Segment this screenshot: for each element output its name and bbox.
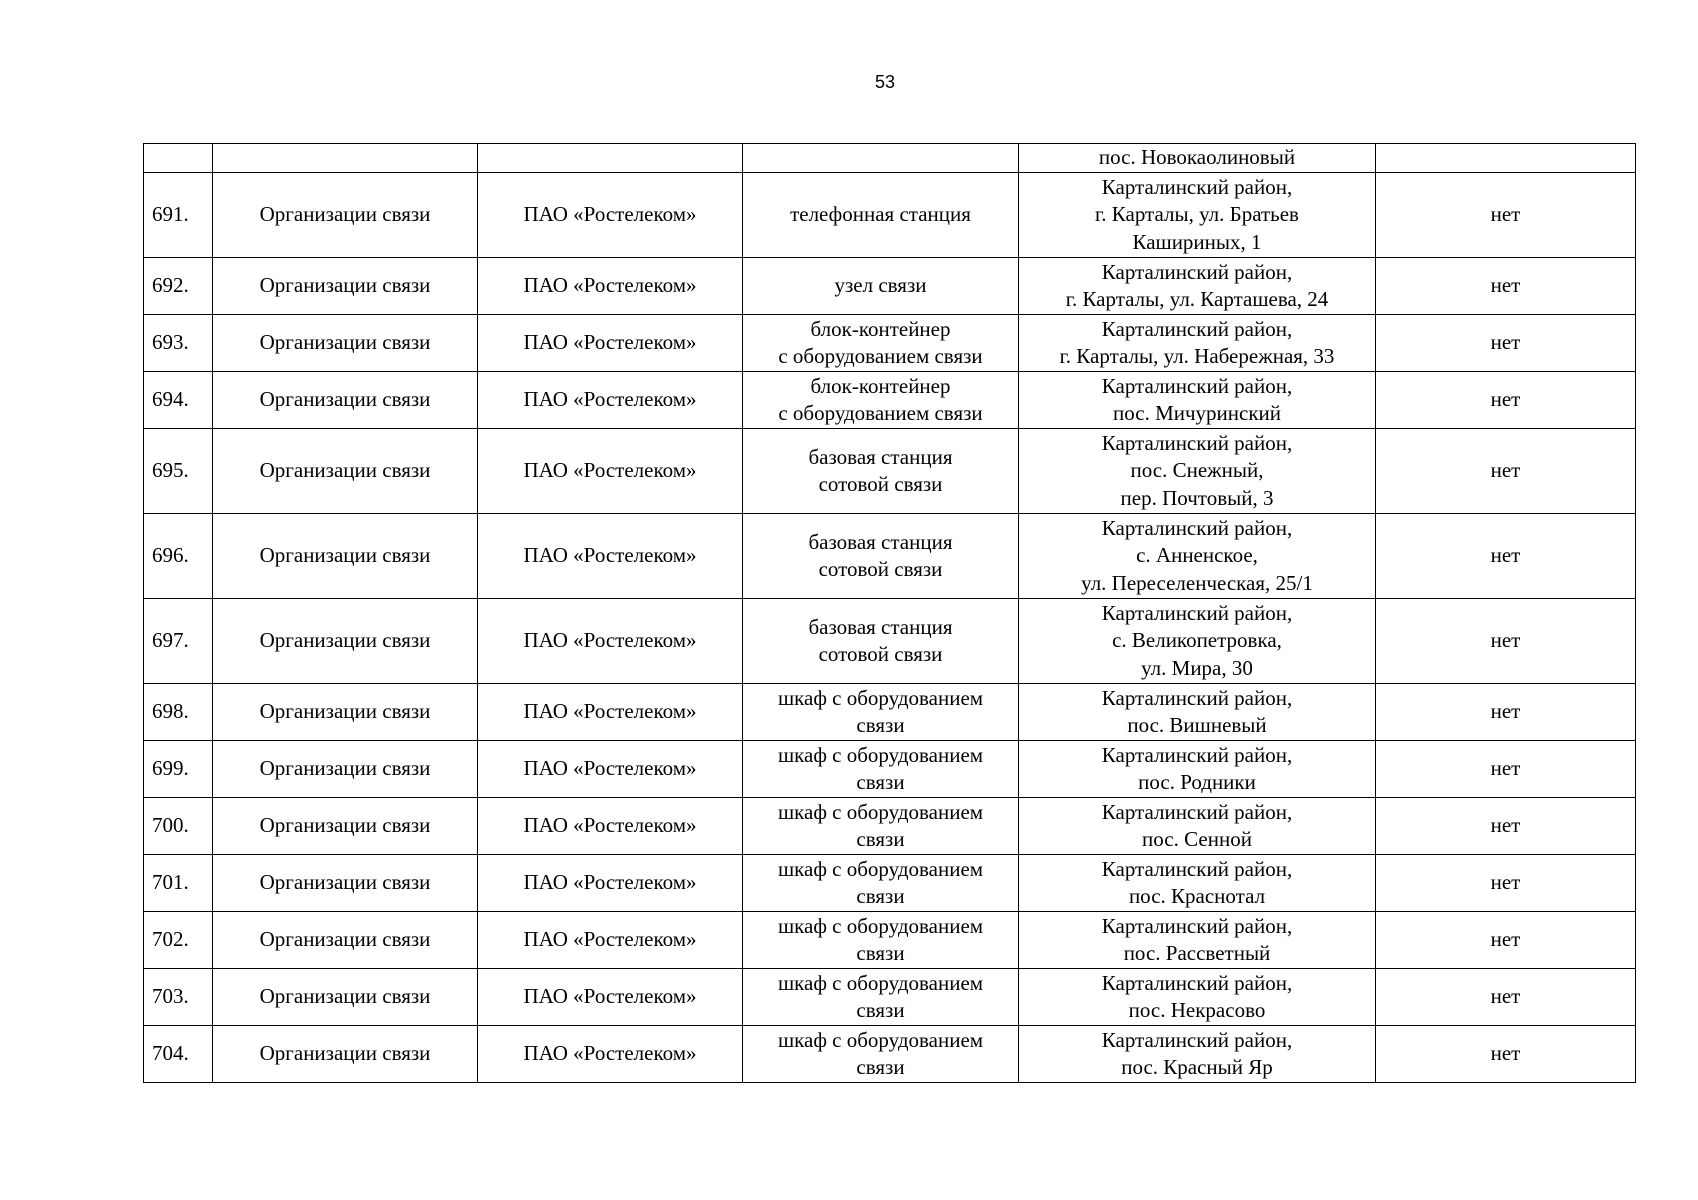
text-line: телефонная станция	[790, 202, 971, 227]
cell-status: нет	[1376, 599, 1636, 684]
cell-object	[743, 599, 1019, 684]
cell-address	[1019, 798, 1376, 855]
cell-category: Организации связи	[213, 599, 478, 684]
cell-status: нет	[1376, 173, 1636, 258]
text-line: шкаф с оборудованием	[777, 799, 984, 824]
table-row	[144, 258, 1636, 315]
text-line: Карталинский район,	[1101, 742, 1293, 767]
table-row	[144, 684, 1636, 741]
cell-category: Организации связи	[213, 173, 478, 258]
cell-owner: ПАО «Ростелеком»	[478, 173, 743, 258]
cell-object	[743, 258, 1019, 315]
text-line: Карталинский район,	[1101, 856, 1293, 881]
cell-address	[1019, 173, 1376, 258]
table-row	[144, 1026, 1636, 1083]
cell-category: Организации связи	[213, 855, 478, 912]
cell-address	[1019, 372, 1376, 429]
cell-num: 693.	[144, 315, 213, 372]
text-line: пос. Родники	[1138, 770, 1256, 794]
cell-owner: ПАО «Ростелеком»	[478, 912, 743, 969]
text-line: пос. Снежный,	[1130, 458, 1264, 483]
table-row	[144, 969, 1636, 1026]
cell-owner: ПАО «Ростелеком»	[478, 855, 743, 912]
table-row	[144, 599, 1636, 684]
text-line: пер. Почтовый, 3	[1120, 485, 1274, 510]
cell-address	[1019, 258, 1376, 315]
cell-owner: ПАО «Ростелеком»	[478, 514, 743, 599]
cell-object	[743, 315, 1019, 372]
cell-address	[1019, 969, 1376, 1026]
cell-status: нет	[1376, 315, 1636, 372]
cell-address	[1019, 912, 1376, 969]
text-line: связи	[856, 827, 905, 851]
cell-status: нет	[1376, 741, 1636, 798]
cell-owner	[478, 144, 743, 173]
text-line: Карталинский район,	[1101, 799, 1293, 824]
text-line: пос. Рассветный	[1123, 941, 1271, 965]
cell-object	[743, 514, 1019, 599]
table-row	[144, 429, 1636, 514]
cell-object	[743, 969, 1019, 1026]
cell-category: Организации связи	[213, 741, 478, 798]
table-row	[144, 514, 1636, 599]
cell-num: 699.	[144, 741, 213, 798]
cell-address	[1019, 741, 1376, 798]
cell-status: нет	[1376, 258, 1636, 315]
cell-num: 695.	[144, 429, 213, 514]
text-line: г. Карталы, ул. Братьев	[1095, 202, 1299, 227]
cell-owner: ПАО «Ростелеком»	[478, 969, 743, 1026]
cell-status: нет	[1376, 429, 1636, 514]
cell-object	[743, 1026, 1019, 1083]
cell-category: Организации связи	[213, 1026, 478, 1083]
text-line: связи	[856, 1055, 905, 1079]
cell-object	[743, 173, 1019, 258]
cell-status: нет	[1376, 372, 1636, 429]
cell-category: Организации связи	[213, 798, 478, 855]
text-line: с. Великопетровка,	[1112, 628, 1282, 653]
cell-owner: ПАО «Ростелеком»	[478, 258, 743, 315]
cell-category: Организации связи	[213, 315, 478, 372]
text-line: блок-контейнер	[810, 373, 951, 398]
cell-status: нет	[1376, 969, 1636, 1026]
text-line: пос. Красный Яр	[1121, 1055, 1273, 1079]
cell-object	[743, 144, 1019, 173]
text-line: Карталинский район,	[1101, 316, 1293, 341]
text-line: сотовой связи	[818, 472, 943, 496]
cell-object	[743, 684, 1019, 741]
page-number: 53	[874, 72, 896, 92]
text-line: связи	[856, 941, 905, 965]
text-line: Карталинский район,	[1101, 259, 1293, 284]
cell-category: Организации связи	[213, 684, 478, 741]
text-line: г. Карталы, ул. Набережная, 33	[1059, 344, 1335, 368]
text-line: связи	[856, 713, 905, 737]
cell-address	[1019, 514, 1376, 599]
text-line: шкаф с оборудованием	[777, 856, 984, 881]
cell-owner: ПАО «Ростелеком»	[478, 315, 743, 372]
cell-object	[743, 855, 1019, 912]
cell-status: нет	[1376, 798, 1636, 855]
text-line: Карталинский район,	[1101, 685, 1293, 710]
text-line: блок-контейнер	[810, 316, 951, 341]
cell-num: 700.	[144, 798, 213, 855]
text-line: Карталинский район,	[1101, 1027, 1293, 1052]
cell-category: Организации связи	[213, 969, 478, 1026]
cell-category: Организации связи	[213, 514, 478, 599]
text-line: базовая станция	[808, 614, 953, 639]
cell-num: 697.	[144, 599, 213, 684]
cell-status	[1376, 144, 1636, 173]
text-line: шкаф с оборудованием	[777, 913, 984, 938]
text-line: Карталинский район,	[1101, 601, 1293, 626]
cell-owner: ПАО «Ростелеком»	[478, 741, 743, 798]
text-line: пос. Вишневый	[1127, 713, 1267, 737]
cell-address	[1019, 855, 1376, 912]
cell-owner: ПАО «Ростелеком»	[478, 599, 743, 684]
text-line: Карталинский район,	[1101, 175, 1293, 200]
text-line: шкаф с оборудованием	[777, 970, 984, 995]
text-line: пос. Мичуринский	[1112, 401, 1282, 425]
text-line: связи	[856, 770, 905, 794]
cell-object	[743, 372, 1019, 429]
text-line: Карталинский район,	[1101, 431, 1293, 456]
cell-owner: ПАО «Ростелеком»	[478, 798, 743, 855]
cell-status: нет	[1376, 684, 1636, 741]
cell-status: нет	[1376, 912, 1636, 969]
cell-category: Организации связи	[213, 258, 478, 315]
cell-status: нет	[1376, 1026, 1636, 1083]
table-row	[144, 315, 1636, 372]
text-line: с оборудованием связи	[778, 401, 983, 425]
cell-address	[1019, 315, 1376, 372]
cell-category: Организации связи	[213, 912, 478, 969]
cell-num: 691.	[144, 173, 213, 258]
cell-address: пос. Новокаолиновый	[1019, 144, 1376, 173]
table-row	[144, 912, 1636, 969]
cell-object	[743, 912, 1019, 969]
text-line: пос. Краснотал	[1128, 884, 1266, 908]
cell-address	[1019, 429, 1376, 514]
text-line: шкаф с оборудованием	[777, 1027, 984, 1052]
cell-address	[1019, 599, 1376, 684]
cell-owner: ПАО «Ростелеком»	[478, 372, 743, 429]
facilities-table	[143, 143, 1636, 1083]
cell-num: 696.	[144, 514, 213, 599]
table-row	[144, 855, 1636, 912]
text-line: пос. Некрасово	[1128, 998, 1266, 1022]
cell-num: 692.	[144, 258, 213, 315]
cell-address	[1019, 1026, 1376, 1083]
cell-status: нет	[1376, 855, 1636, 912]
text-line: Карталинский район,	[1101, 970, 1293, 995]
cell-num: 704.	[144, 1026, 213, 1083]
text-line: сотовой связи	[818, 557, 943, 581]
cell-object	[743, 429, 1019, 514]
text-line: связи	[856, 998, 905, 1022]
cell-object	[743, 741, 1019, 798]
table-row	[144, 173, 1636, 258]
cell-num: 703.	[144, 969, 213, 1026]
cell-num: 702.	[144, 912, 213, 969]
text-line: базовая станция	[808, 529, 953, 554]
cell-num	[144, 144, 213, 173]
cell-category	[213, 144, 478, 173]
text-line: г. Карталы, ул. Карташева, 24	[1065, 287, 1329, 311]
text-line: связи	[856, 884, 905, 908]
text-line: шкаф с оборудованием	[777, 742, 984, 767]
text-line: с оборудованием связи	[778, 344, 983, 368]
cell-num: 701.	[144, 855, 213, 912]
cell-num: 694.	[144, 372, 213, 429]
cell-status: нет	[1376, 514, 1636, 599]
cell-owner: ПАО «Ростелеком»	[478, 684, 743, 741]
text-line: шкаф с оборудованием	[777, 685, 984, 710]
table-row	[144, 372, 1636, 429]
text-line: базовая станция	[808, 444, 953, 469]
table-row	[144, 798, 1636, 855]
table-row-continuation	[144, 144, 1636, 173]
text-line: Карталинский район,	[1101, 913, 1293, 938]
text-line: Карталинский район,	[1101, 516, 1293, 541]
text-line: пос. Сенной	[1142, 827, 1252, 851]
cell-object	[743, 798, 1019, 855]
cell-category: Организации связи	[213, 429, 478, 514]
cell-owner: ПАО «Ростелеком»	[478, 1026, 743, 1083]
text-line: ул. Мира, 30	[1141, 655, 1253, 680]
text-line: Карталинский район,	[1101, 373, 1293, 398]
text-line: узел связи	[834, 273, 927, 298]
text-line: Кашириных, 1	[1132, 229, 1262, 254]
cell-owner: ПАО «Ростелеком»	[478, 429, 743, 514]
cell-num: 698.	[144, 684, 213, 741]
table-row	[144, 741, 1636, 798]
text-line: сотовой связи	[818, 642, 943, 666]
cell-address	[1019, 684, 1376, 741]
text-line: ул. Переселенческая, 25/1	[1081, 570, 1313, 595]
cell-category: Организации связи	[213, 372, 478, 429]
text-line: с. Анненское,	[1136, 543, 1258, 568]
